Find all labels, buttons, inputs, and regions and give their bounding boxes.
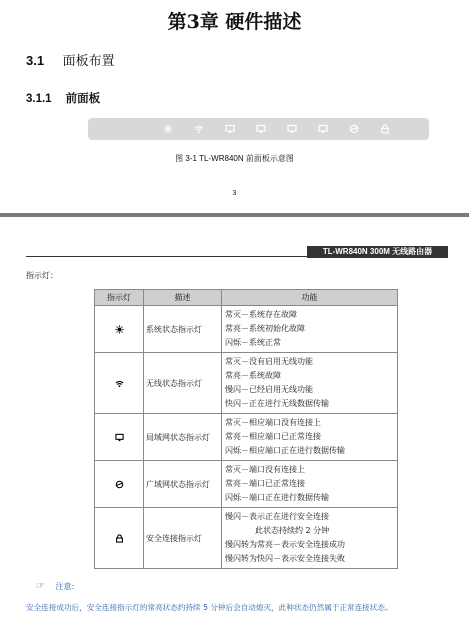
lan-icon	[255, 123, 267, 135]
lan-icon	[115, 432, 124, 441]
function-line: 闪烁－系统正常	[225, 338, 281, 347]
page-divider	[0, 213, 469, 217]
col-header-indicator: 指示灯	[95, 290, 144, 306]
function-line: 慢闪－表示正在进行安全连接	[225, 512, 329, 521]
wireless-icon	[193, 123, 205, 135]
table-row	[95, 306, 398, 353]
row-description: 安全连接指示灯	[144, 508, 222, 569]
wireless-icon	[115, 378, 124, 387]
function-line: 常亮－系统初始化故障	[225, 324, 305, 333]
section-number: 3.1	[26, 53, 45, 68]
front-panel-figure	[88, 118, 429, 140]
function-line: 常亮－系统故障	[225, 371, 281, 380]
note-text: 安全连接成功后，安全连接指示灯的常亮状态约持续 5 分钟后会自动熄灭，此种状态仍然属于正常连接状态。	[26, 603, 393, 612]
note-title: 注意:	[55, 582, 75, 591]
chapter-title: 第3章 硬件描述	[167, 11, 302, 33]
indicator-label: 指示灯：	[26, 271, 58, 280]
lan-icon	[317, 123, 329, 135]
table-row	[95, 353, 398, 414]
page-number: 3	[232, 190, 237, 197]
table-row	[95, 414, 398, 461]
table-row	[95, 461, 398, 508]
lan-icon	[224, 123, 236, 135]
row-function	[222, 306, 398, 353]
col-header-function: 功能	[222, 290, 398, 306]
pointing-hand-icon: ☞	[36, 581, 45, 592]
row-function	[222, 508, 398, 569]
function-line: 常灭－没有启用无线功能	[225, 357, 313, 366]
lock-icon	[115, 533, 124, 542]
subsection-title: 前面板	[65, 91, 101, 105]
lan-icon	[286, 123, 298, 135]
function-line: 慢闪转为常亮－表示安全连接成功	[225, 540, 345, 549]
subsection-number: 3.1.1	[26, 93, 52, 105]
col-header-description: 描述	[144, 290, 222, 306]
function-line: 快闪－正在进行无线数据传输	[225, 399, 329, 408]
function-line: 慢闪转为快闪－表示安全连接失败	[225, 554, 345, 563]
table-row	[95, 508, 398, 569]
note-heading	[36, 581, 74, 592]
indicator-table	[94, 289, 398, 569]
function-line: 常灭－相应端口没有连接上	[225, 418, 321, 427]
system-icon	[115, 324, 124, 333]
function-line: 常灭－端口没有连接上	[225, 465, 305, 474]
system-icon	[162, 123, 174, 135]
wan-icon	[115, 479, 124, 488]
wan-icon	[348, 123, 360, 135]
table-header-row	[95, 290, 398, 306]
row-function	[222, 353, 398, 414]
function-line: 常亮－端口已正常连接	[225, 479, 305, 488]
row-description: 广域网状态指示灯	[144, 461, 222, 508]
subsection-heading	[26, 90, 100, 106]
function-line: 闪烁－端口正在进行数据传输	[225, 493, 329, 502]
section-title: 面板布置	[62, 54, 115, 69]
row-description: 无线状态指示灯	[144, 353, 222, 414]
function-line: 闪烁－相应端口正在进行数据传输	[225, 446, 345, 455]
function-line: 此状态持续约 2 分钟	[255, 526, 330, 535]
row-function	[222, 461, 398, 508]
section-heading	[26, 50, 115, 69]
function-line: 常灭－系统存在故障	[225, 310, 297, 319]
header-badge: TL-WR840N 300M 无线路由器	[307, 246, 448, 258]
row-function	[222, 414, 398, 461]
figure-caption: 图 3-1 TL-WR840N 前面板示意图	[175, 154, 294, 163]
function-line: 慢闪－已经启用无线功能	[225, 385, 313, 394]
lock-icon	[379, 123, 391, 135]
row-description: 局域网状态指示灯	[144, 414, 222, 461]
function-line: 常亮－相应端口已正常连接	[225, 432, 321, 441]
row-description: 系统状态指示灯	[144, 306, 222, 353]
